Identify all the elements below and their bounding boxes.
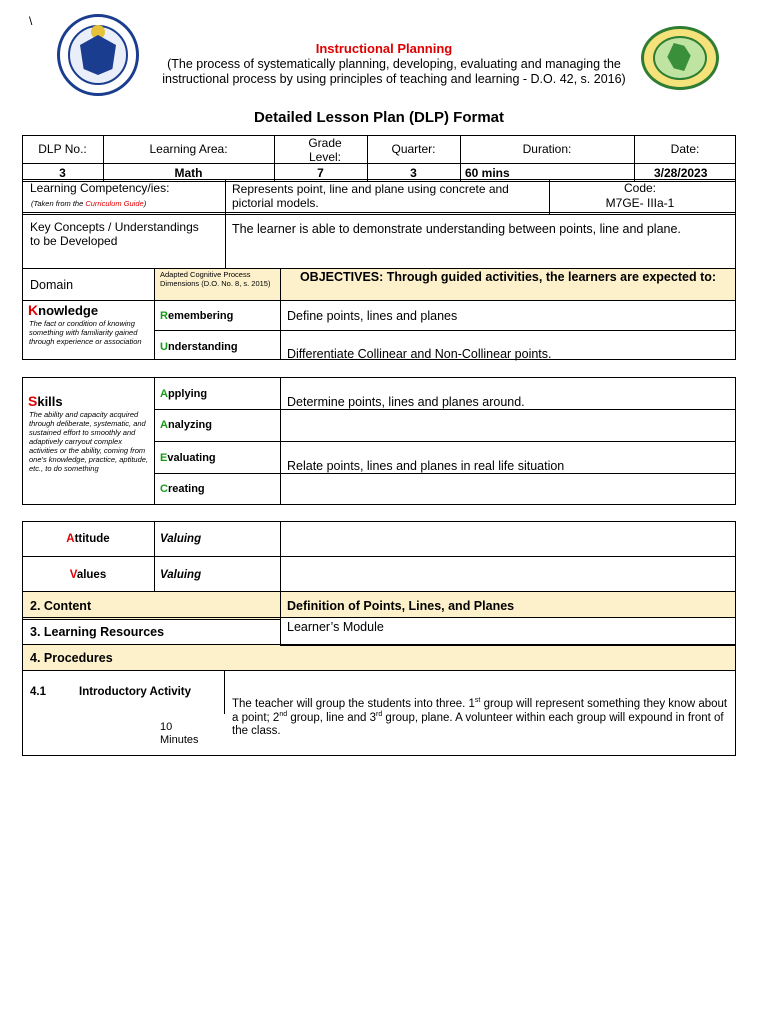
info-value: Math [174, 166, 203, 180]
intro-number: 4.1 [30, 686, 46, 698]
info-value: 60 mins [465, 166, 510, 180]
dimension-creating: Creating [160, 483, 205, 495]
info-label: Date: [670, 142, 700, 156]
info-label: Learning Area: [149, 142, 228, 156]
attitude-dimension: Valuing [160, 533, 202, 545]
info-label: Duration: [522, 142, 572, 156]
domain-header: Domain [30, 278, 74, 292]
objective-text: Differentiate Collinear and Non-Collinear points. [287, 347, 552, 361]
header-subtitle: (The process of systematically planning, developing, evaluating and managing the instructional process by using principles of teaching and learning - D.O. 42, s. 2016) [162, 57, 626, 86]
resources-text: Learner’s Module [287, 620, 384, 634]
content-label: 2. Content [30, 599, 92, 613]
key-concepts-label: Key Concepts / Understandings to be Developed [30, 220, 199, 248]
dimension-understanding: Understanding [160, 341, 238, 353]
resources-label: 3. Learning Resources [30, 625, 165, 639]
knowledge-title: Knowledge [28, 302, 99, 318]
objective-text: Relate points, lines and planes in real life situation [287, 459, 565, 473]
knowledge-desc: The fact or condition of knowing something with familiarity gained through experience or association [29, 319, 142, 346]
intro-minutes: 10 [160, 721, 173, 733]
dimension-analyzing: Analyzing [160, 419, 212, 431]
competency-note: (Taken from the Curriculum Guide) [31, 199, 147, 208]
competency-text: Represents point, line and plane using concrete and pictorial models. [232, 182, 509, 210]
info-value: 3 [59, 166, 66, 180]
intro-label: Introductory Activity [79, 686, 192, 698]
procedures-label: 4. Procedures [30, 651, 113, 665]
objective-text: Determine points, lines and planes around. [287, 395, 525, 409]
content-text: Definition of Points, Lines, and Planes [287, 599, 515, 613]
objective-text: Define points, lines and planes [287, 309, 458, 323]
values-dimension: Valuing [160, 569, 202, 581]
info-value: 3 [410, 166, 417, 180]
info-value: 7 [317, 166, 324, 180]
curriculum-guide-link: Curriculum Guide [85, 199, 144, 208]
key-concepts-text: The learner is able to demonstrate understanding between points, line and plane. [232, 222, 681, 236]
skills-desc: The ability and capacity acquired through deliberate, systematic, and sustained effort to smoothly and adaptively carryout complex activities or the ability, coming from one's knowledge, practice, aptitude, etc., to do something [29, 410, 149, 473]
dimension-applying: Applying [160, 388, 208, 400]
dimension-remembering: Remembering [160, 310, 234, 322]
competency-label: Learning Competency/ies: [30, 181, 170, 195]
dimensions-header: Adapted Cognitive Process Dimensions (D.O. No. 8, s. 2015) [160, 270, 271, 288]
intro-description: The teacher will group the students into three. 1st group will represent something they know about a point; 2nd group, line and 3rd group, plane. A volunteer within each group will expound in front of the class. [232, 697, 728, 737]
dimension-evaluating: Evaluating [160, 452, 216, 464]
code-label: Code: [623, 181, 657, 195]
corner-mark: \ [29, 14, 33, 28]
division-seal-logo [641, 26, 719, 90]
info-label: Grade Level: [308, 136, 342, 164]
header-title: Instructional Planning [315, 41, 453, 56]
values-title: Values [69, 569, 107, 581]
attitude-title: Attitude [66, 533, 110, 545]
code-value: M7GE- IIIa-1 [605, 196, 675, 210]
info-label: DLP No.: [38, 142, 87, 156]
info-value: 3/28/2023 [654, 166, 708, 180]
objectives-header: OBJECTIVES: Through guided activities, the learners are expected to: [299, 270, 717, 284]
info-label: Quarter: [391, 142, 436, 156]
document-title: Detailed Lesson Plan (DLP) Format [253, 109, 505, 126]
intro-minutes-unit: Minutes [160, 734, 199, 746]
skills-title: Skills [28, 393, 63, 409]
